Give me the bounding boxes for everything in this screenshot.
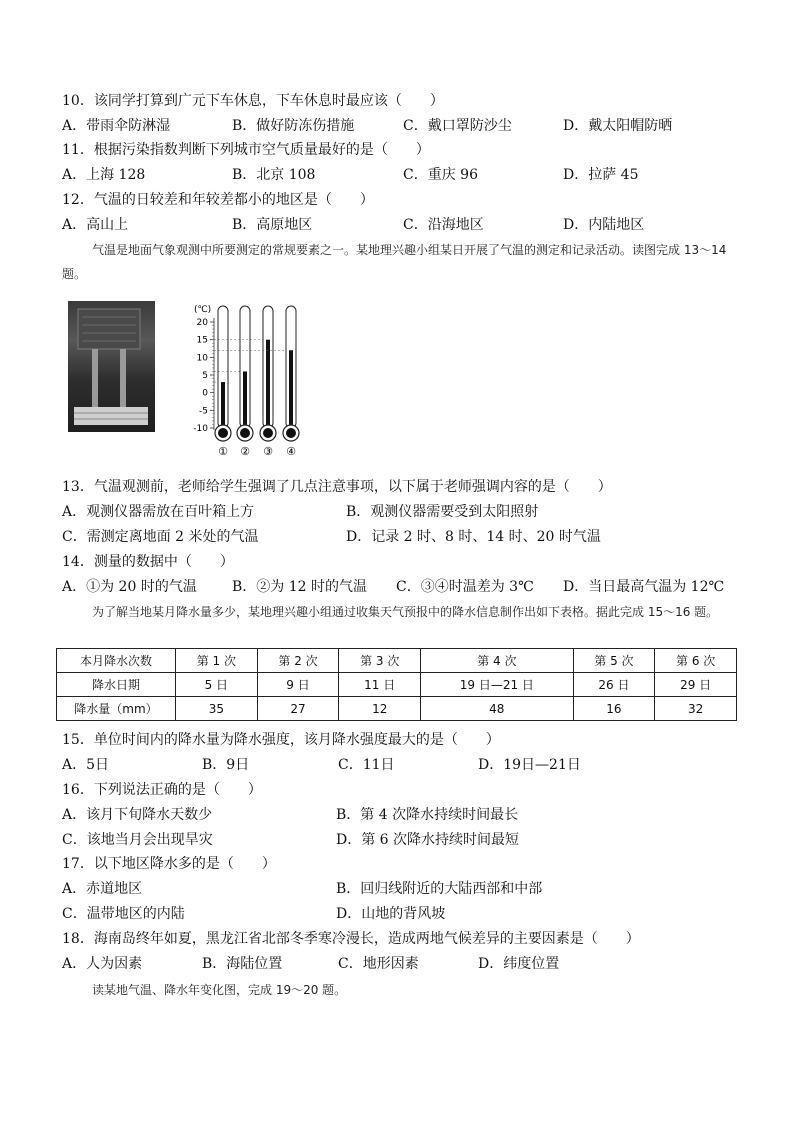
table-cell: 27 xyxy=(257,697,339,721)
table-cell: 48 xyxy=(421,697,574,721)
q18-stem: 18．海南岛终年如夏，黑龙江省北部冬季寒冷漫长，造成两地气候差异的主要因素是（ ） xyxy=(62,931,640,947)
q15-stem: 15．单位时间内的降水量为降水强度，该月降水强度最大的是（ ） xyxy=(62,732,500,748)
tick-label: -10 xyxy=(193,424,208,434)
q16-option-c: C．该地当月会出现旱灾 xyxy=(62,832,213,848)
bulb-mercury xyxy=(218,428,228,438)
q16-option-d: D．第 6 次降水持续时间最短 xyxy=(336,832,520,848)
q16-options-row2 xyxy=(62,831,742,849)
mercury-column xyxy=(221,382,225,430)
table-cell: 第 4 次 xyxy=(421,649,574,673)
q11-option-b: B．北京 108 xyxy=(232,167,316,183)
table-cell: 26 日 xyxy=(573,673,655,697)
instrument-shelter-photo xyxy=(68,301,155,432)
q11-stem: 11．根据污染指数判断下列城市空气质量最好的是（ ） xyxy=(62,142,430,158)
q18-option-c: C．地形因素 xyxy=(338,956,419,972)
q14-option-c: C．③④时温差为 3℃ xyxy=(396,579,534,595)
q17-stem: 17．以下地区降水多的是（ ） xyxy=(62,856,276,872)
q17-options xyxy=(62,880,742,898)
q14-option-b: B．②为 12 时的气温 xyxy=(232,579,368,595)
tick-label: 5 xyxy=(202,371,208,381)
q13-stem: 13．气温观测前，老师给学生强调了几点注意事项，以下属于老师强调内容的是（ ） xyxy=(62,479,612,495)
table-cell: 5 日 xyxy=(176,673,258,697)
tick-label: 0 xyxy=(202,388,208,399)
q15-options xyxy=(62,756,742,774)
q12-stem: 12．气温的日较差和年较差都小的地区是（ ） xyxy=(62,192,374,208)
q13-option-a: A．观测仪器需放在百叶箱上方 xyxy=(62,504,255,520)
table-cell: 降水量（mm） xyxy=(57,697,176,721)
q14-options xyxy=(62,578,742,596)
q16-option-b: B．第 4 次降水持续时间最长 xyxy=(336,807,519,823)
intro-13-14: 气温是地面气象观测中所要测定的常规要素之一。某地理兴趣小组某日开展了气温的测定和记录活动。读图完成 13～14 题。 xyxy=(62,243,727,281)
table-cell: 第 2 次 xyxy=(257,649,339,673)
q16-options xyxy=(62,806,742,824)
q11-options xyxy=(62,166,742,184)
table-row xyxy=(57,673,737,697)
q11-option-c: C．重庆 96 xyxy=(403,167,478,183)
q13-options-row2 xyxy=(62,528,742,546)
bulb-mercury xyxy=(286,428,296,438)
table-cell: 11 日 xyxy=(339,673,421,697)
table-cell: 第 1 次 xyxy=(176,649,258,673)
mercury-column xyxy=(243,371,247,430)
table-cell: 降水日期 xyxy=(57,673,176,697)
table-cell: 19 日—21 日 xyxy=(421,673,574,697)
table-row xyxy=(57,697,737,721)
q10-option-c: C．戴口罩防沙尘 xyxy=(403,118,512,134)
q18-option-d: D．纬度位置 xyxy=(478,956,560,972)
q13-options xyxy=(62,503,742,521)
q15-option-c: C．11日 xyxy=(338,757,395,773)
tick-label: 10 xyxy=(196,353,208,364)
q18-options xyxy=(62,955,742,973)
table-cell: 16 xyxy=(573,697,655,721)
q17-option-c: C．温带地区的内陆 xyxy=(62,906,185,922)
q15-option-d: D．19日—21日 xyxy=(478,757,581,773)
q12-options xyxy=(62,216,742,234)
tick-label: 15 xyxy=(196,335,208,346)
q17-option-d: D．山地的背风坡 xyxy=(336,906,446,922)
table-cell: 第 3 次 xyxy=(339,649,421,673)
bulb-mercury xyxy=(240,428,250,438)
q14-stem: 14．测量的数据中（ ） xyxy=(62,554,234,570)
mercury-column xyxy=(266,340,270,430)
q10-stem: 10．该同学打算到广元下车休息，下车休息时最应该（ ） xyxy=(62,93,444,109)
q18-option-b: B．海陆位置 xyxy=(202,956,283,972)
q17-option-b: B．回归线附近的大陆西部和中部 xyxy=(336,881,543,897)
table-cell: 9 日 xyxy=(257,673,339,697)
q11-option-a: A．上海 128 xyxy=(62,167,146,183)
intro-15-16: 为了解当地某月降水量多少，某地理兴趣小组通过收集天气预报中的降水信息制作出如下表格。据此完成 15～16 题。 xyxy=(92,605,719,619)
thermometer-figure xyxy=(180,300,310,460)
figure-unit: (℃) xyxy=(194,305,212,315)
precipitation-table xyxy=(56,648,737,721)
q16-option-a: A．该月下旬降水天数少 xyxy=(62,807,213,823)
tick-label: -5 xyxy=(199,406,208,417)
thermometer-label: ① xyxy=(218,445,228,458)
q18-option-a: A．人为因素 xyxy=(62,956,143,972)
q15-option-b: B．9日 xyxy=(202,757,250,773)
table-cell: 第 6 次 xyxy=(655,649,737,673)
mercury-column xyxy=(289,350,293,430)
q17-option-a: A．赤道地区 xyxy=(62,881,143,897)
q14-option-a: A．①为 20 时的气温 xyxy=(62,579,197,595)
table-row xyxy=(57,649,737,673)
bulb-mercury xyxy=(263,428,273,438)
q13-option-d: D．记录 2 时、8 时、14 时、20 时气温 xyxy=(346,529,601,545)
q10-option-d: D．戴太阳帽防晒 xyxy=(563,118,673,134)
q16-stem: 16．下列说法正确的是（ ） xyxy=(62,782,262,798)
q10-option-a: A．带雨伞防淋湿 xyxy=(62,118,171,134)
q17-options-row2 xyxy=(62,905,742,923)
q10-option-b: B．做好防冻伤措施 xyxy=(232,118,355,134)
table-cell: 12 xyxy=(339,697,421,721)
thermometer-label: ③ xyxy=(263,445,273,458)
q12-option-b: B．高原地区 xyxy=(232,217,313,233)
thermometer-label: ② xyxy=(240,445,250,458)
table-cell: 第 5 次 xyxy=(573,649,655,673)
thermometer-label: ④ xyxy=(286,445,296,458)
table-cell: 32 xyxy=(655,697,737,721)
q11-option-d: D．拉萨 45 xyxy=(563,167,639,183)
q12-option-a: A．高山上 xyxy=(62,217,129,233)
intro-19-20: 读某地气温、降水年变化图，完成 19～20 题。 xyxy=(92,983,347,997)
table-cell: 35 xyxy=(176,697,258,721)
q13-option-b: B．观测仪器需要受到太阳照射 xyxy=(346,504,539,520)
table-cell: 本月降水次数 xyxy=(57,649,176,673)
q10-options xyxy=(62,117,742,135)
q14-option-d: D．当日最高气温为 12℃ xyxy=(563,579,725,595)
q12-option-d: D．内陆地区 xyxy=(563,217,645,233)
q13-option-c: C．需测定离地面 2 米处的气温 xyxy=(62,529,259,545)
table-cell: 29 日 xyxy=(655,673,737,697)
q15-option-a: A．5日 xyxy=(62,757,110,773)
tick-label: 20 xyxy=(196,318,208,328)
q12-option-c: C．沿海地区 xyxy=(403,217,484,233)
